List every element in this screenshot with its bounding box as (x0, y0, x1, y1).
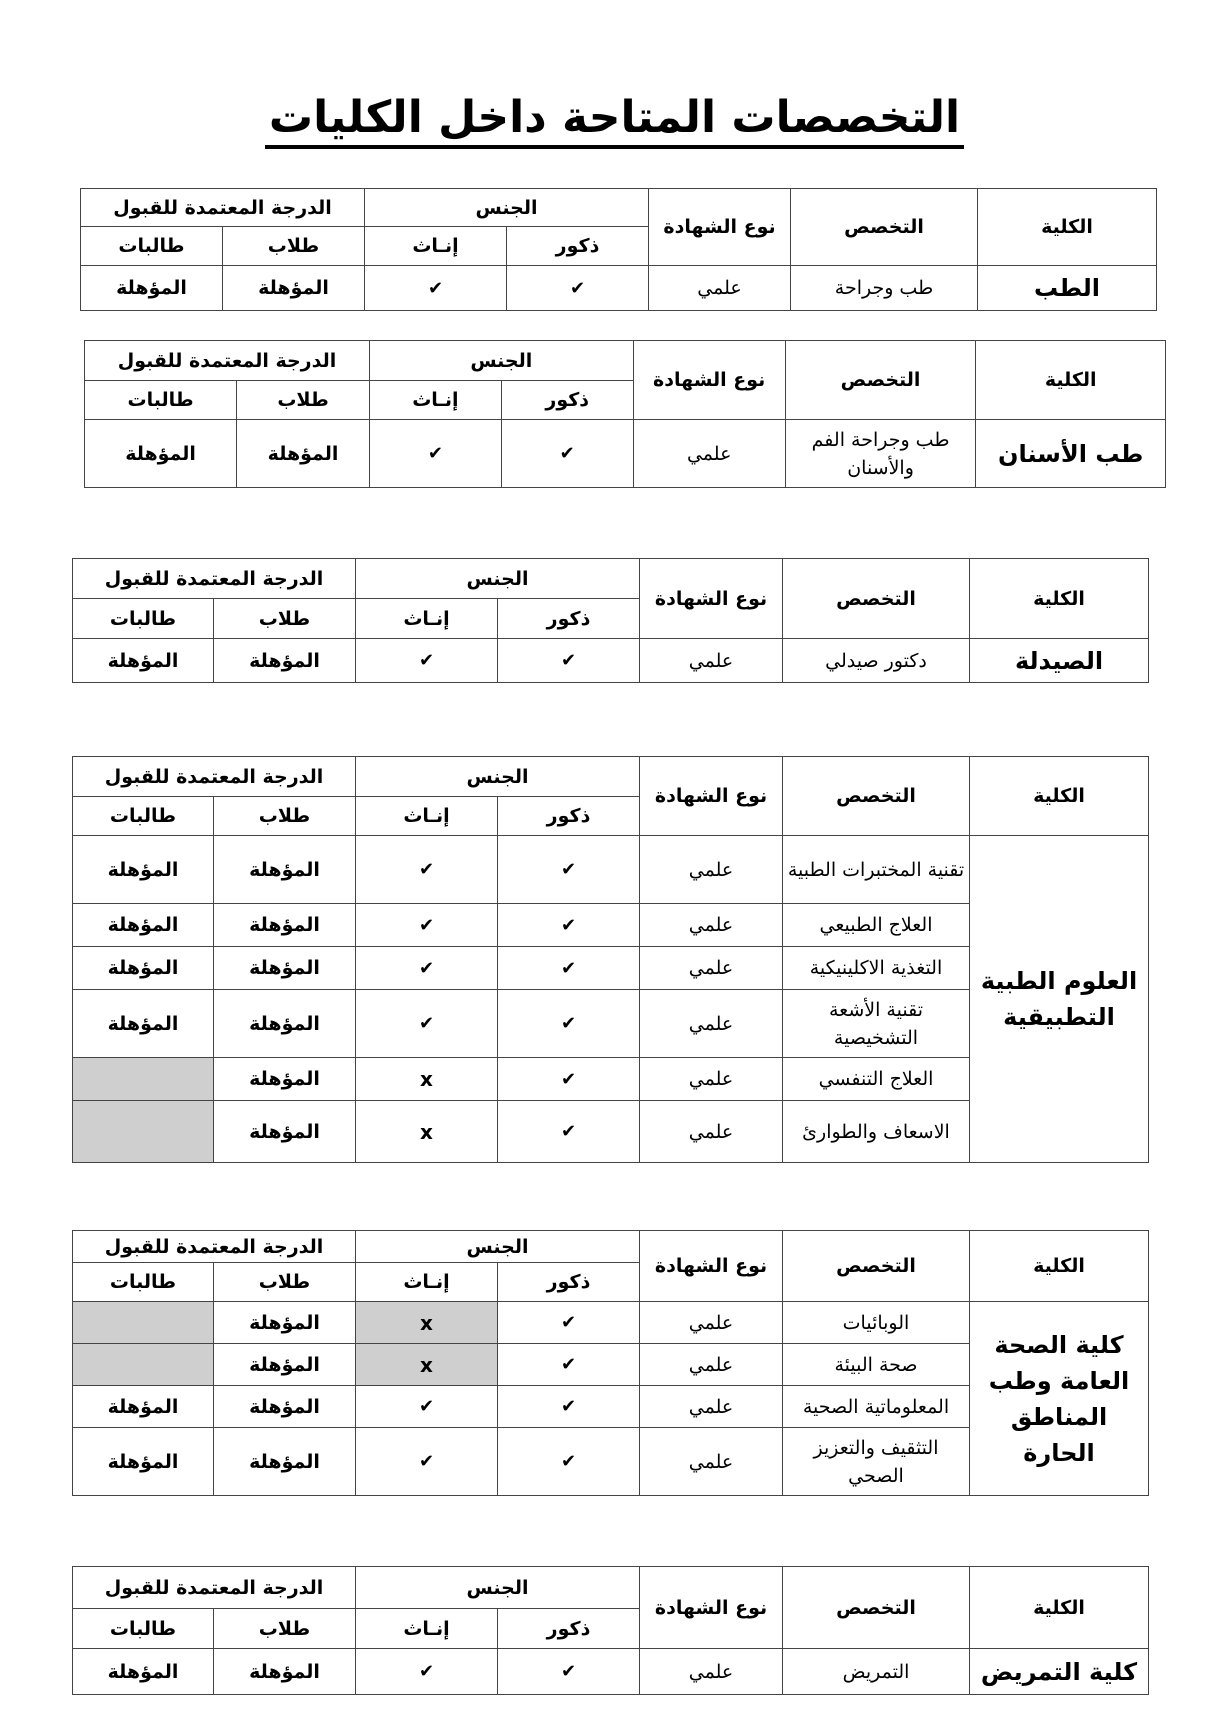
grade-male: المؤهلة (214, 947, 356, 990)
header-male: ذكور (498, 797, 640, 836)
grade-male: المؤهلة (223, 266, 365, 311)
grade-male: المؤهلة (214, 990, 356, 1058)
grade-female: المؤهلة (73, 990, 214, 1058)
certificate-type: علمي (640, 1649, 783, 1695)
header-students-female: طالبات (81, 227, 223, 266)
cross-mark-icon: x (356, 1101, 498, 1163)
certificate-type: علمي (640, 639, 783, 683)
header-students-male: طلاب (214, 1609, 356, 1649)
specialization: طب وجراحة (791, 266, 978, 311)
college-name: كلية التمريض (970, 1649, 1149, 1695)
grade-male: المؤهلة (237, 420, 370, 488)
header-female: إنـاث (356, 1263, 498, 1302)
specialization: تقنية الأشعة التشخيصية (783, 990, 970, 1058)
header-female: إنـاث (356, 797, 498, 836)
header-college: الكلية (970, 559, 1149, 639)
header-students-male: طلاب (223, 227, 365, 266)
grade-female: المؤهلة (73, 904, 214, 947)
header-male: ذكور (498, 1609, 640, 1649)
header-female: إنـاث (369, 381, 501, 420)
check-mark-icon: ✔ (498, 1302, 640, 1344)
check-mark-icon: ✔ (501, 420, 633, 488)
check-mark-icon: ✔ (356, 947, 498, 990)
header-female: إنـاث (365, 227, 507, 266)
table-row (85, 420, 1166, 488)
table-row (73, 1302, 1149, 1344)
grade-female-unavailable (73, 1058, 214, 1101)
header-certificate-type: نوع الشهادة (640, 1231, 783, 1302)
specialization: دكتور صيدلي (783, 639, 970, 683)
grade-male: المؤهلة (214, 1649, 356, 1695)
certificate-type: علمي (640, 904, 783, 947)
header-college: الكلية (978, 189, 1157, 266)
check-mark-icon: ✔ (498, 1344, 640, 1386)
header-female: إنـاث (356, 1609, 498, 1649)
header-male: ذكور (501, 381, 633, 420)
cross-mark-icon: x (356, 1058, 498, 1101)
header-students-female: طالبات (73, 1263, 214, 1302)
check-mark-icon: ✔ (498, 1428, 640, 1496)
specialization: المعلوماتية الصحية (783, 1386, 970, 1428)
header-specialization: التخصص (783, 757, 970, 836)
college-name: طب الأسنان (976, 420, 1166, 488)
specialization: طب وجراحة الفم والأسنان (785, 420, 976, 488)
certificate-type: علمي (640, 1344, 783, 1386)
specialization: العلاج الطبيعي (783, 904, 970, 947)
college-table (80, 188, 1157, 311)
grade-female: المؤهلة (85, 420, 237, 488)
grade-female: المؤهلة (73, 1386, 214, 1428)
header-certificate-type: نوع الشهادة (640, 757, 783, 836)
certificate-type: علمي (640, 1386, 783, 1428)
college-table (72, 1230, 1149, 1496)
grade-female: المؤهلة (73, 639, 214, 683)
header-students-male: طلاب (214, 1263, 356, 1302)
header-specialization: التخصص (783, 1567, 970, 1649)
certificate-type: علمي (640, 1302, 783, 1344)
certificate-type: علمي (640, 990, 783, 1058)
certificate-type: علمي (640, 1058, 783, 1101)
certificate-type: علمي (640, 1428, 783, 1496)
table-row (73, 836, 1149, 904)
college-name: الطب (978, 266, 1157, 311)
check-mark-icon: ✔ (356, 639, 498, 683)
header-male: ذكور (498, 1263, 640, 1302)
grade-male: المؤهلة (214, 1386, 356, 1428)
header-college: الكلية (970, 757, 1149, 836)
header-gender: الجنس (356, 559, 640, 599)
header-grade: الدرجة المعتمدة للقبول (81, 189, 365, 227)
header-certificate-type: نوع الشهادة (649, 189, 791, 266)
college-name: كلية الصحة العامة وطب المناطق الحارة (970, 1302, 1149, 1496)
check-mark-icon: ✔ (356, 990, 498, 1058)
header-certificate-type: نوع الشهادة (633, 341, 785, 420)
header-specialization: التخصص (783, 559, 970, 639)
grade-female: المؤهلة (73, 836, 214, 904)
grade-male: المؤهلة (214, 1101, 356, 1163)
check-mark-icon: ✔ (498, 836, 640, 904)
header-female: إنـاث (356, 599, 498, 639)
check-mark-icon: ✔ (498, 1386, 640, 1428)
college-table (84, 340, 1166, 488)
header-college: الكلية (976, 341, 1166, 420)
college-name: العلوم الطبية التطبيقية (970, 836, 1149, 1163)
check-mark-icon: ✔ (356, 1428, 498, 1496)
table-row (81, 266, 1157, 311)
college-name: الصيدلة (970, 639, 1149, 683)
grade-female: المؤهلة (73, 1428, 214, 1496)
specialization: التثقيف والتعزيز الصحي (783, 1428, 970, 1496)
check-mark-icon: ✔ (356, 1386, 498, 1428)
header-students-female: طالبات (73, 599, 214, 639)
header-gender: الجنس (356, 757, 640, 797)
check-mark-icon: ✔ (498, 639, 640, 683)
header-gender: الجنس (356, 1231, 640, 1263)
certificate-type: علمي (640, 836, 783, 904)
header-certificate-type: نوع الشهادة (640, 559, 783, 639)
check-mark-icon: ✔ (498, 947, 640, 990)
check-mark-icon: ✔ (498, 1649, 640, 1695)
college-table (72, 756, 1149, 1163)
check-mark-icon: ✔ (507, 266, 649, 311)
grade-female-unavailable (73, 1101, 214, 1163)
header-grade: الدرجة المعتمدة للقبول (85, 341, 370, 381)
specialization: تقنية المختبرات الطبية (783, 836, 970, 904)
grade-male: المؤهلة (214, 1302, 356, 1344)
grade-male: المؤهلة (214, 639, 356, 683)
college-table (72, 1566, 1149, 1695)
header-grade: الدرجة المعتمدة للقبول (73, 559, 356, 599)
header-gender: الجنس (365, 189, 649, 227)
header-specialization: التخصص (783, 1231, 970, 1302)
header-grade: الدرجة المعتمدة للقبول (73, 1567, 356, 1609)
grade-female: المؤهلة (73, 947, 214, 990)
header-specialization: التخصص (791, 189, 978, 266)
certificate-type: علمي (649, 266, 791, 311)
grade-female: المؤهلة (81, 266, 223, 311)
certificate-type: علمي (640, 947, 783, 990)
grade-male: المؤهلة (214, 836, 356, 904)
cross-mark-icon: x (356, 1344, 498, 1386)
specialization: التمريض (783, 1649, 970, 1695)
grade-male: المؤهلة (214, 1428, 356, 1496)
certificate-type: علمي (633, 420, 785, 488)
header-students-male: طلاب (214, 599, 356, 639)
specialization: الوبائيات (783, 1302, 970, 1344)
grade-female-unavailable (73, 1302, 214, 1344)
check-mark-icon: ✔ (498, 1058, 640, 1101)
header-students-female: طالبات (85, 381, 237, 420)
specialization: الاسعاف والطوارئ (783, 1101, 970, 1163)
header-male: ذكور (507, 227, 649, 266)
check-mark-icon: ✔ (356, 836, 498, 904)
header-students-female: طالبات (73, 797, 214, 836)
check-mark-icon: ✔ (356, 904, 498, 947)
header-college: الكلية (970, 1231, 1149, 1302)
cross-mark-icon: x (356, 1302, 498, 1344)
page-title: التخصصات المتاحة داخل الكليات (0, 88, 1229, 149)
grade-male: المؤهلة (214, 1344, 356, 1386)
header-grade: الدرجة المعتمدة للقبول (73, 757, 356, 797)
header-male: ذكور (498, 599, 640, 639)
check-mark-icon: ✔ (356, 1649, 498, 1695)
grade-male: المؤهلة (214, 1058, 356, 1101)
grade-female: المؤهلة (73, 1649, 214, 1695)
check-mark-icon: ✔ (498, 1101, 640, 1163)
header-students-female: طالبات (73, 1609, 214, 1649)
header-grade: الدرجة المعتمدة للقبول (73, 1231, 356, 1263)
check-mark-icon: ✔ (498, 904, 640, 947)
specialization: صحة البيئة (783, 1344, 970, 1386)
specialization: التغذية الاكلينيكية (783, 947, 970, 990)
specialization: العلاج التنفسي (783, 1058, 970, 1101)
header-students-male: طلاب (237, 381, 370, 420)
certificate-type: علمي (640, 1101, 783, 1163)
check-mark-icon: ✔ (365, 266, 507, 311)
grade-female-unavailable (73, 1344, 214, 1386)
check-mark-icon: ✔ (498, 990, 640, 1058)
header-students-male: طلاب (214, 797, 356, 836)
header-gender: الجنس (369, 341, 633, 381)
table-row (73, 639, 1149, 683)
college-table (72, 558, 1149, 683)
header-specialization: التخصص (785, 341, 976, 420)
header-certificate-type: نوع الشهادة (640, 1567, 783, 1649)
header-gender: الجنس (356, 1567, 640, 1609)
header-college: الكلية (970, 1567, 1149, 1649)
check-mark-icon: ✔ (369, 420, 501, 488)
grade-male: المؤهلة (214, 904, 356, 947)
table-row (73, 1649, 1149, 1695)
